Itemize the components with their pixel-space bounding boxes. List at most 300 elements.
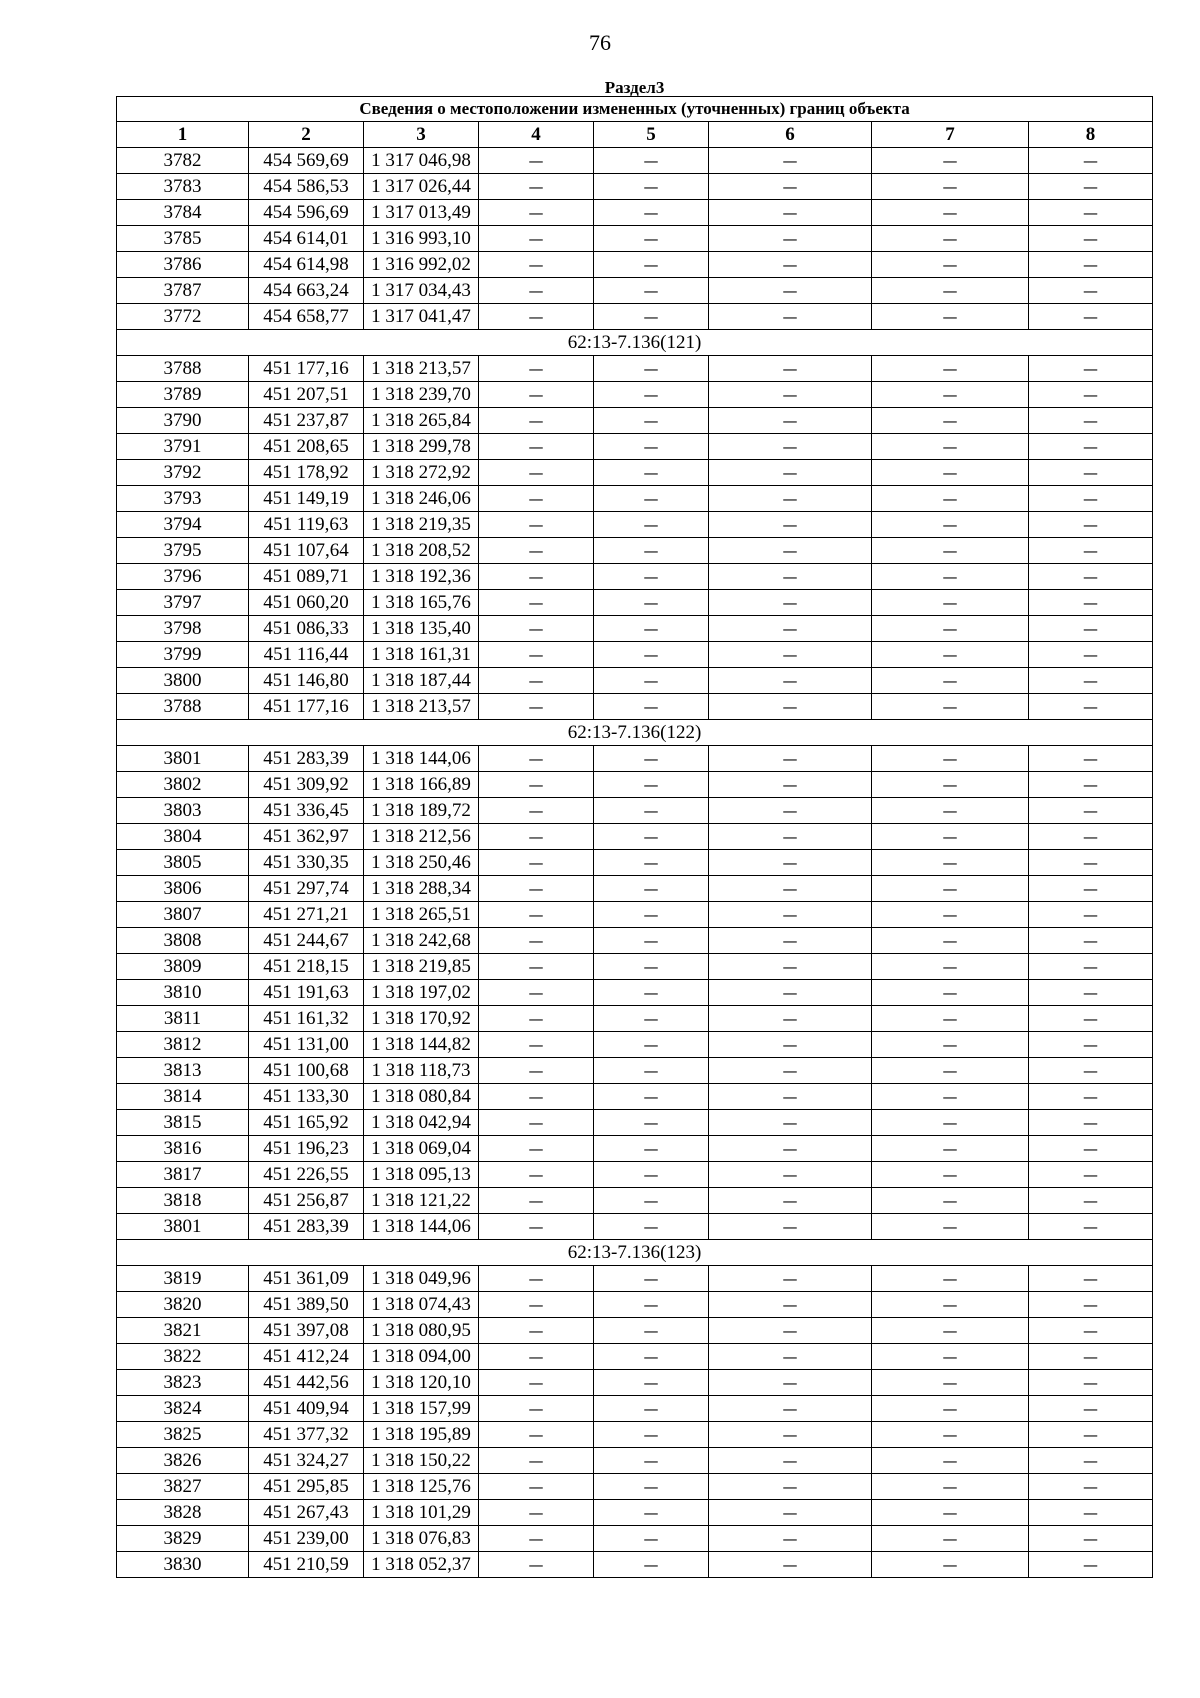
column-header-4: 4 (479, 122, 594, 148)
coordinate-x: 451 336,45 (249, 798, 364, 824)
coordinate-y: 1 318 157,99 (364, 1396, 479, 1422)
table-row (117, 1370, 1153, 1396)
empty-value-dash: — (594, 200, 709, 226)
empty-value-dash: — (1029, 1136, 1153, 1162)
empty-value-dash: — (709, 668, 872, 694)
empty-value-dash: — (709, 694, 872, 720)
coordinate-x: 451 161,32 (249, 1006, 364, 1032)
point-number: 3783 (117, 174, 249, 200)
coordinate-y: 1 317 034,43 (364, 278, 479, 304)
empty-value-dash: — (479, 148, 594, 174)
empty-value-dash: — (709, 1552, 872, 1578)
empty-value-dash: — (709, 460, 872, 486)
empty-value-dash: — (594, 564, 709, 590)
empty-value-dash: — (709, 252, 872, 278)
empty-value-dash: — (709, 1396, 872, 1422)
point-number: 3826 (117, 1448, 249, 1474)
empty-value-dash: — (594, 1344, 709, 1370)
table-row (117, 1318, 1153, 1344)
empty-value-dash: — (594, 1162, 709, 1188)
point-number: 3801 (117, 1214, 249, 1240)
coordinate-y: 1 318 144,06 (364, 746, 479, 772)
coordinate-x: 451 361,09 (249, 1266, 364, 1292)
empty-value-dash: — (872, 1422, 1029, 1448)
empty-value-dash: — (709, 200, 872, 226)
empty-value-dash: — (709, 382, 872, 408)
empty-value-dash: — (872, 1396, 1029, 1422)
empty-value-dash: — (479, 486, 594, 512)
empty-value-dash: — (479, 694, 594, 720)
coordinate-x: 454 586,53 (249, 174, 364, 200)
coordinate-y: 1 318 213,57 (364, 694, 479, 720)
point-number: 3818 (117, 1188, 249, 1214)
empty-value-dash: — (872, 434, 1029, 460)
coordinate-x: 451 442,56 (249, 1370, 364, 1396)
empty-value-dash: — (709, 174, 872, 200)
coordinate-y: 1 318 125,76 (364, 1474, 479, 1500)
column-header-7: 7 (872, 122, 1029, 148)
point-number: 3803 (117, 798, 249, 824)
table-row (117, 486, 1153, 512)
empty-value-dash: — (594, 1370, 709, 1396)
coordinate-x: 451 330,35 (249, 850, 364, 876)
point-number: 3816 (117, 1136, 249, 1162)
empty-value-dash: — (479, 1526, 594, 1552)
empty-value-dash: — (479, 1214, 594, 1240)
point-number: 3820 (117, 1292, 249, 1318)
empty-value-dash: — (872, 1448, 1029, 1474)
empty-value-dash: — (479, 252, 594, 278)
empty-value-dash: — (1029, 278, 1153, 304)
empty-value-dash: — (872, 1344, 1029, 1370)
point-number: 3815 (117, 1110, 249, 1136)
empty-value-dash: — (594, 278, 709, 304)
empty-value-dash: — (594, 1396, 709, 1422)
empty-value-dash: — (1029, 694, 1153, 720)
coordinate-x: 454 569,69 (249, 148, 364, 174)
point-number: 3785 (117, 226, 249, 252)
empty-value-dash: — (709, 408, 872, 434)
coordinate-y: 1 318 219,85 (364, 954, 479, 980)
empty-value-dash: — (594, 1474, 709, 1500)
empty-value-dash: — (1029, 200, 1153, 226)
empty-value-dash: — (594, 1084, 709, 1110)
empty-value-dash: — (1029, 356, 1153, 382)
empty-value-dash: — (479, 1058, 594, 1084)
empty-value-dash: — (709, 278, 872, 304)
point-number: 3793 (117, 486, 249, 512)
table-row (117, 772, 1153, 798)
empty-value-dash: — (1029, 408, 1153, 434)
point-number: 3795 (117, 538, 249, 564)
empty-value-dash: — (872, 1526, 1029, 1552)
coordinate-y: 1 317 041,47 (364, 304, 479, 330)
coordinate-y: 1 318 208,52 (364, 538, 479, 564)
empty-value-dash: — (872, 1188, 1029, 1214)
empty-value-dash: — (709, 590, 872, 616)
section-label: Раздел3 (604, 80, 665, 97)
empty-value-dash: — (479, 1032, 594, 1058)
table-row (117, 1136, 1153, 1162)
point-number: 3830 (117, 1552, 249, 1578)
coordinate-y: 1 318 242,68 (364, 928, 479, 954)
empty-value-dash: — (479, 1136, 594, 1162)
empty-value-dash: — (479, 876, 594, 902)
empty-value-dash: — (594, 616, 709, 642)
coordinate-x: 454 663,24 (249, 278, 364, 304)
empty-value-dash: — (479, 616, 594, 642)
point-number: 3814 (117, 1084, 249, 1110)
coordinate-y: 1 318 265,84 (364, 408, 479, 434)
empty-value-dash: — (594, 148, 709, 174)
empty-value-dash: — (479, 668, 594, 694)
empty-value-dash: — (594, 434, 709, 460)
point-number: 3792 (117, 460, 249, 486)
empty-value-dash: — (1029, 1396, 1153, 1422)
empty-value-dash: — (594, 668, 709, 694)
empty-value-dash: — (872, 564, 1029, 590)
table-row (117, 278, 1153, 304)
empty-value-dash: — (709, 1214, 872, 1240)
empty-value-dash: — (1029, 382, 1153, 408)
empty-value-dash: — (594, 1526, 709, 1552)
empty-value-dash: — (1029, 1370, 1153, 1396)
empty-value-dash: — (1029, 668, 1153, 694)
empty-value-dash: — (872, 382, 1029, 408)
empty-value-dash: — (1029, 1084, 1153, 1110)
empty-value-dash: — (1029, 746, 1153, 772)
empty-value-dash: — (479, 1422, 594, 1448)
table-row (117, 850, 1153, 876)
coordinate-y: 1 318 239,70 (364, 382, 479, 408)
group-row (117, 720, 1153, 746)
table-row (117, 980, 1153, 1006)
empty-value-dash: — (594, 356, 709, 382)
empty-value-dash: — (709, 642, 872, 668)
point-number: 3823 (117, 1370, 249, 1396)
empty-value-dash: — (1029, 798, 1153, 824)
empty-value-dash: — (872, 980, 1029, 1006)
empty-value-dash: — (709, 876, 872, 902)
point-number: 3786 (117, 252, 249, 278)
empty-value-dash: — (1029, 174, 1153, 200)
empty-value-dash: — (594, 746, 709, 772)
coordinate-y: 1 318 166,89 (364, 772, 479, 798)
empty-value-dash: — (594, 1448, 709, 1474)
empty-value-dash: — (479, 1006, 594, 1032)
table-row (117, 356, 1153, 382)
empty-value-dash: — (1029, 460, 1153, 486)
coordinate-x: 451 060,20 (249, 590, 364, 616)
table-row (117, 694, 1153, 720)
empty-value-dash: — (872, 460, 1029, 486)
table-row (117, 1474, 1153, 1500)
empty-value-dash: — (1029, 1474, 1153, 1500)
empty-value-dash: — (479, 798, 594, 824)
table-row (117, 616, 1153, 642)
point-number: 3782 (117, 148, 249, 174)
point-number: 3800 (117, 668, 249, 694)
coordinate-y: 1 318 094,00 (364, 1344, 479, 1370)
coordinate-x: 451 237,87 (249, 408, 364, 434)
empty-value-dash: — (872, 798, 1029, 824)
coordinate-x: 451 100,68 (249, 1058, 364, 1084)
table-row (117, 252, 1153, 278)
coordinate-y: 1 318 161,31 (364, 642, 479, 668)
coordinate-x: 451 362,97 (249, 824, 364, 850)
coordinate-y: 1 318 170,92 (364, 1006, 479, 1032)
coordinate-x: 451 086,33 (249, 616, 364, 642)
empty-value-dash: — (594, 798, 709, 824)
empty-value-dash: — (594, 1214, 709, 1240)
table-row (117, 382, 1153, 408)
empty-value-dash: — (872, 356, 1029, 382)
empty-value-dash: — (479, 278, 594, 304)
coordinate-x: 451 208,65 (249, 434, 364, 460)
empty-value-dash: — (872, 1032, 1029, 1058)
empty-value-dash: — (709, 1110, 872, 1136)
empty-value-dash: — (872, 1136, 1029, 1162)
table-row (117, 1188, 1153, 1214)
empty-value-dash: — (709, 226, 872, 252)
column-header-3: 3 (364, 122, 479, 148)
empty-value-dash: — (1029, 1266, 1153, 1292)
coordinate-x: 451 295,85 (249, 1474, 364, 1500)
empty-value-dash: — (1029, 1292, 1153, 1318)
empty-value-dash: — (872, 850, 1029, 876)
coordinate-x: 451 283,39 (249, 746, 364, 772)
coordinate-x: 451 218,15 (249, 954, 364, 980)
table-row (117, 1526, 1153, 1552)
coordinate-x: 451 271,21 (249, 902, 364, 928)
coordinate-x: 451 244,67 (249, 928, 364, 954)
table-row (117, 564, 1153, 590)
empty-value-dash: — (709, 1526, 872, 1552)
point-number: 3827 (117, 1474, 249, 1500)
coordinate-y: 1 318 120,10 (364, 1370, 479, 1396)
coordinate-x: 451 165,92 (249, 1110, 364, 1136)
empty-value-dash: — (479, 1084, 594, 1110)
empty-value-dash: — (872, 616, 1029, 642)
empty-value-dash: — (594, 174, 709, 200)
empty-value-dash: — (594, 694, 709, 720)
empty-value-dash: — (1029, 1552, 1153, 1578)
coordinate-x: 451 309,92 (249, 772, 364, 798)
table-row (117, 668, 1153, 694)
coordinate-y: 1 318 165,76 (364, 590, 479, 616)
empty-value-dash: — (1029, 1032, 1153, 1058)
point-number: 3791 (117, 434, 249, 460)
empty-value-dash: — (709, 1500, 872, 1526)
empty-value-dash: — (594, 538, 709, 564)
column-header-row (117, 122, 1153, 148)
empty-value-dash: — (594, 590, 709, 616)
empty-value-dash: — (872, 1214, 1029, 1240)
point-number: 3829 (117, 1526, 249, 1552)
point-number: 3819 (117, 1266, 249, 1292)
point-number: 3822 (117, 1344, 249, 1370)
table-row (117, 954, 1153, 980)
point-number: 3787 (117, 278, 249, 304)
column-header-8: 8 (1029, 122, 1153, 148)
empty-value-dash: — (872, 148, 1029, 174)
empty-value-dash: — (709, 616, 872, 642)
point-number: 3825 (117, 1422, 249, 1448)
empty-value-dash: — (479, 1266, 594, 1292)
table-row (117, 1500, 1153, 1526)
table-row (117, 1214, 1153, 1240)
coordinate-x: 454 614,98 (249, 252, 364, 278)
empty-value-dash: — (1029, 1448, 1153, 1474)
coordinate-x: 451 239,00 (249, 1526, 364, 1552)
coordinate-x: 451 297,74 (249, 876, 364, 902)
empty-value-dash: — (479, 1110, 594, 1136)
empty-value-dash: — (1029, 1500, 1153, 1526)
empty-value-dash: — (709, 1266, 872, 1292)
group-row (117, 330, 1153, 356)
column-header-2: 2 (249, 122, 364, 148)
empty-value-dash: — (872, 590, 1029, 616)
point-number: 3804 (117, 824, 249, 850)
table-row (117, 226, 1153, 252)
empty-value-dash: — (479, 304, 594, 330)
empty-value-dash: — (872, 1084, 1029, 1110)
table-body (117, 148, 1153, 1578)
empty-value-dash: — (872, 408, 1029, 434)
empty-value-dash: — (479, 1370, 594, 1396)
empty-value-dash: — (709, 1006, 872, 1032)
coordinate-y: 1 318 288,34 (364, 876, 479, 902)
coordinate-y: 1 318 069,04 (364, 1136, 479, 1162)
empty-value-dash: — (594, 1188, 709, 1214)
empty-value-dash: — (594, 460, 709, 486)
table-row (117, 304, 1153, 330)
empty-value-dash: — (709, 1370, 872, 1396)
empty-value-dash: — (594, 824, 709, 850)
empty-value-dash: — (872, 772, 1029, 798)
table-row (117, 408, 1153, 434)
empty-value-dash: — (479, 564, 594, 590)
coordinate-x: 454 658,77 (249, 304, 364, 330)
coordinate-y: 1 318 187,44 (364, 668, 479, 694)
empty-value-dash: — (872, 928, 1029, 954)
coordinate-y: 1 318 299,78 (364, 434, 479, 460)
empty-value-dash: — (479, 1552, 594, 1578)
coordinate-x: 451 389,50 (249, 1292, 364, 1318)
point-number: 3801 (117, 746, 249, 772)
empty-value-dash: — (479, 174, 594, 200)
table-row (117, 1396, 1153, 1422)
point-number: 3813 (117, 1058, 249, 1084)
empty-value-dash: — (1029, 850, 1153, 876)
table-row (117, 746, 1153, 772)
coordinates-table (116, 80, 1153, 1578)
empty-value-dash: — (594, 304, 709, 330)
empty-value-dash: — (1029, 512, 1153, 538)
table-row (117, 798, 1153, 824)
coordinate-y: 1 318 080,95 (364, 1318, 479, 1344)
empty-value-dash: — (1029, 538, 1153, 564)
empty-value-dash: — (1029, 1526, 1153, 1552)
coordinate-y: 1 318 074,43 (364, 1292, 479, 1318)
empty-value-dash: — (872, 824, 1029, 850)
coordinate-x: 451 226,55 (249, 1162, 364, 1188)
table-row (117, 590, 1153, 616)
empty-value-dash: — (479, 954, 594, 980)
empty-value-dash: — (1029, 1058, 1153, 1084)
empty-value-dash: — (1029, 304, 1153, 330)
empty-value-dash: — (479, 1396, 594, 1422)
empty-value-dash: — (1029, 434, 1153, 460)
empty-value-dash: — (872, 876, 1029, 902)
empty-value-dash: — (594, 1006, 709, 1032)
coordinate-y: 1 318 212,56 (364, 824, 479, 850)
table-row (117, 1058, 1153, 1084)
table-row (117, 1344, 1153, 1370)
empty-value-dash: — (709, 1448, 872, 1474)
empty-value-dash: — (1029, 980, 1153, 1006)
empty-value-dash: — (872, 1006, 1029, 1032)
empty-value-dash: — (1029, 148, 1153, 174)
empty-value-dash: — (872, 1058, 1029, 1084)
column-header-5: 5 (594, 122, 709, 148)
empty-value-dash: — (479, 746, 594, 772)
empty-value-dash: — (594, 772, 709, 798)
coordinate-x: 451 131,00 (249, 1032, 364, 1058)
empty-value-dash: — (872, 1162, 1029, 1188)
coordinate-y: 1 318 118,73 (364, 1058, 479, 1084)
point-number: 3821 (117, 1318, 249, 1344)
coordinate-y: 1 318 080,84 (364, 1084, 479, 1110)
table-row (117, 1006, 1153, 1032)
empty-value-dash: — (594, 1136, 709, 1162)
coordinate-x: 451 412,24 (249, 1344, 364, 1370)
coordinate-x: 451 089,71 (249, 564, 364, 590)
empty-value-dash: — (594, 1292, 709, 1318)
empty-value-dash: — (479, 538, 594, 564)
empty-value-dash: — (479, 850, 594, 876)
empty-value-dash: — (872, 1318, 1029, 1344)
empty-value-dash: — (709, 1136, 872, 1162)
coordinate-x: 451 149,19 (249, 486, 364, 512)
coordinate-x: 451 107,64 (249, 538, 364, 564)
empty-value-dash: — (594, 902, 709, 928)
empty-value-dash: — (1029, 772, 1153, 798)
empty-value-dash: — (479, 1474, 594, 1500)
point-number: 3824 (117, 1396, 249, 1422)
table-row (117, 824, 1153, 850)
empty-value-dash: — (594, 928, 709, 954)
coordinate-y: 1 317 026,44 (364, 174, 479, 200)
table-row (117, 148, 1153, 174)
table-row (117, 1084, 1153, 1110)
empty-value-dash: — (872, 304, 1029, 330)
empty-value-dash: — (479, 980, 594, 1006)
empty-value-dash: — (872, 512, 1029, 538)
coordinate-x: 451 267,43 (249, 1500, 364, 1526)
group-label: 62:13-7.136(122) (117, 720, 1153, 746)
coordinate-x: 451 324,27 (249, 1448, 364, 1474)
empty-value-dash: — (1029, 1188, 1153, 1214)
empty-value-dash: — (594, 642, 709, 668)
empty-value-dash: — (594, 1110, 709, 1136)
empty-value-dash: — (709, 772, 872, 798)
empty-value-dash: — (1029, 1110, 1153, 1136)
point-number: 3798 (117, 616, 249, 642)
coordinate-y: 1 318 042,94 (364, 1110, 479, 1136)
empty-value-dash: — (709, 1474, 872, 1500)
empty-value-dash: — (709, 356, 872, 382)
